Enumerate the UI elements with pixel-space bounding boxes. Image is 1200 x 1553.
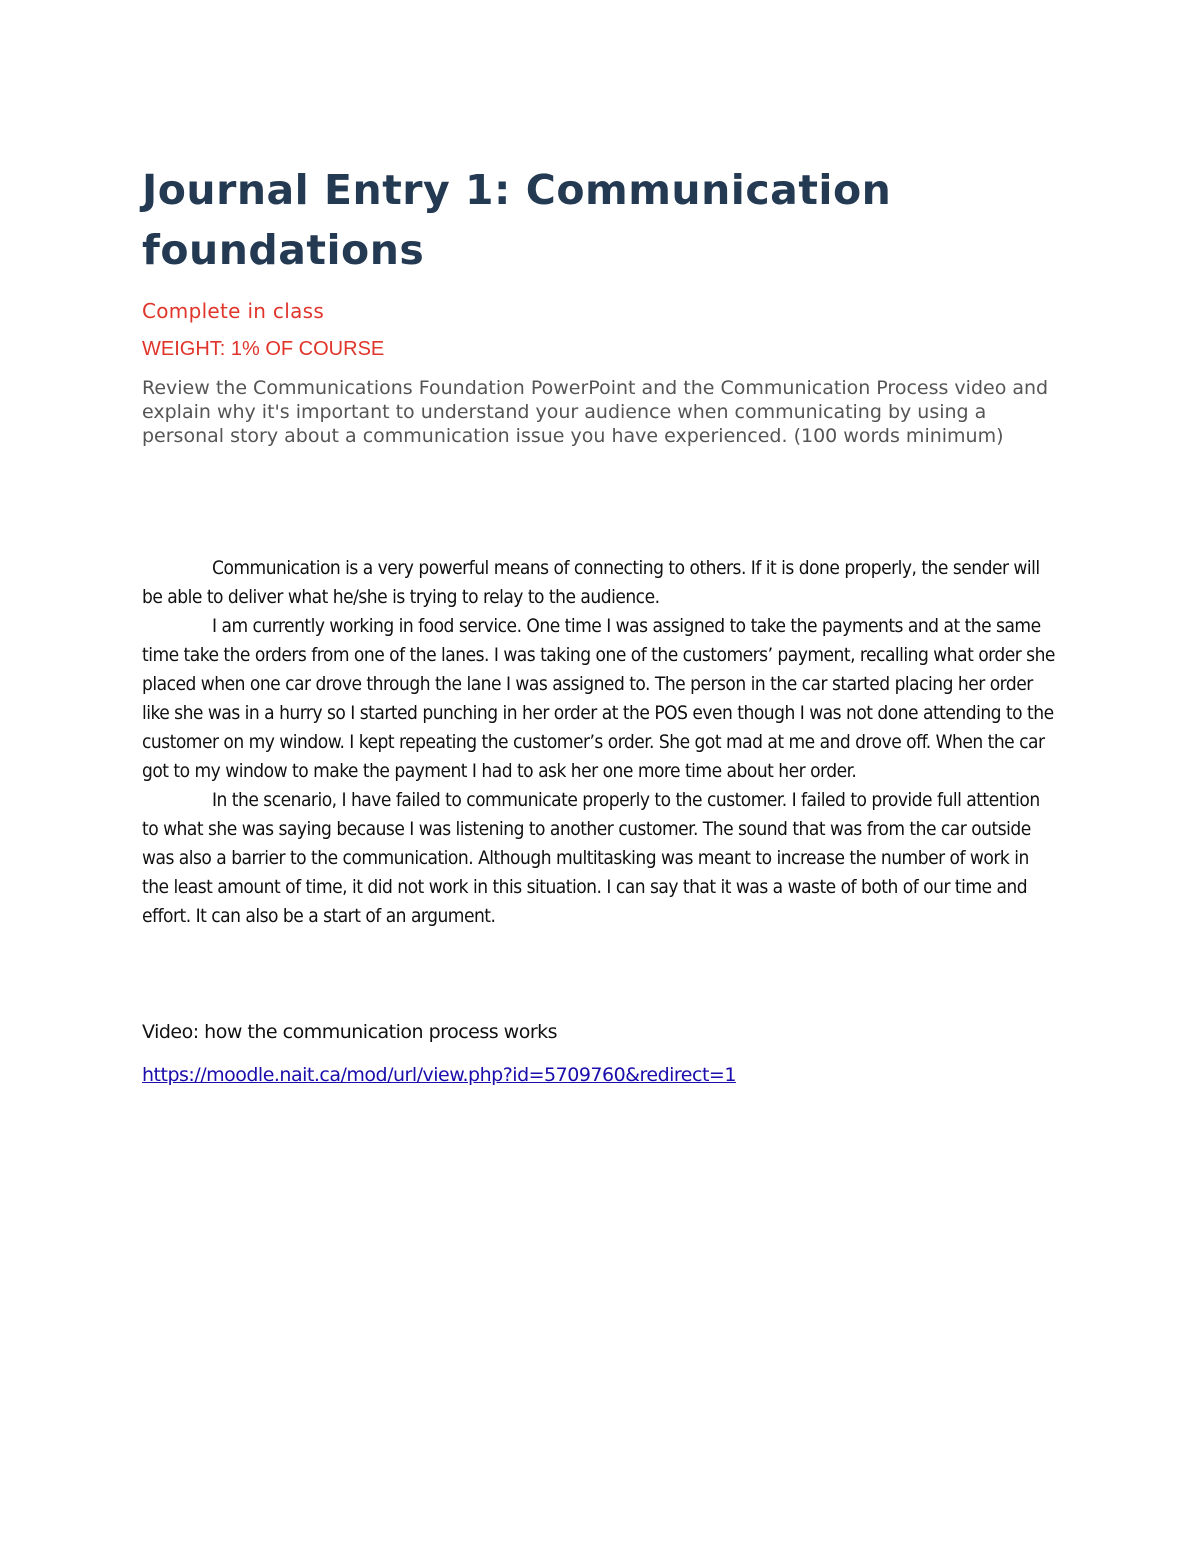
page-title: Journal Entry 1: Communication foundations xyxy=(142,166,892,274)
video-label: Video: how the communication process works xyxy=(142,1021,558,1043)
journal-body xyxy=(142,554,1060,931)
document-page xyxy=(142,160,1062,1090)
body-paragraph: I am currently working in food service. One time I was assigned to take the payments and at the same time take the orders from one of the lanes. I was taking one of the customers’ payment, recalling what order she placed when one car drove through the lane I was assigned to. The person in the car started placing her order like she was in a hurry so I started punching in her order at the POS even though I was not done attending to the customer on my window. I kept repeating the customer’s order. She got mad at me and drove off. When the car got to my window to make the payment I had to ask her one more time about her order. xyxy=(142,615,1055,782)
video-link[interactable]: https://moodle.nait.ca/mod/url/view.php?id=5709760&redirect=1 xyxy=(142,1064,736,1086)
subtitle: Complete in class xyxy=(142,299,325,323)
weight-label: WEIGHT: 1% OF COURSE xyxy=(142,338,385,360)
body-paragraph: Communication is a very powerful means of connecting to others. If it is done properly, the sender will be able to deliver what he/she is trying to relay to the audience. xyxy=(142,557,1040,608)
body-paragraph: In the scenario, I have failed to communicate properly to the customer. I failed to provide full attention to what she was saying because I was listening to another customer. The sound that was from the car outside was also a barrier to the communication. Although multitasking was meant to increase the number of work in the least amount of time, it did not work in this situation. I can say that it was a waste of both of our time and effort. It can also be a start of an argument. xyxy=(142,789,1040,927)
assignment-prompt: Review the Communications Foundation PowerPoint and the Communication Process video and explain why it's important to understand your audience when communicating by using a personal story about a communication issue you have experienced. (100 words minimum) xyxy=(142,377,1049,447)
